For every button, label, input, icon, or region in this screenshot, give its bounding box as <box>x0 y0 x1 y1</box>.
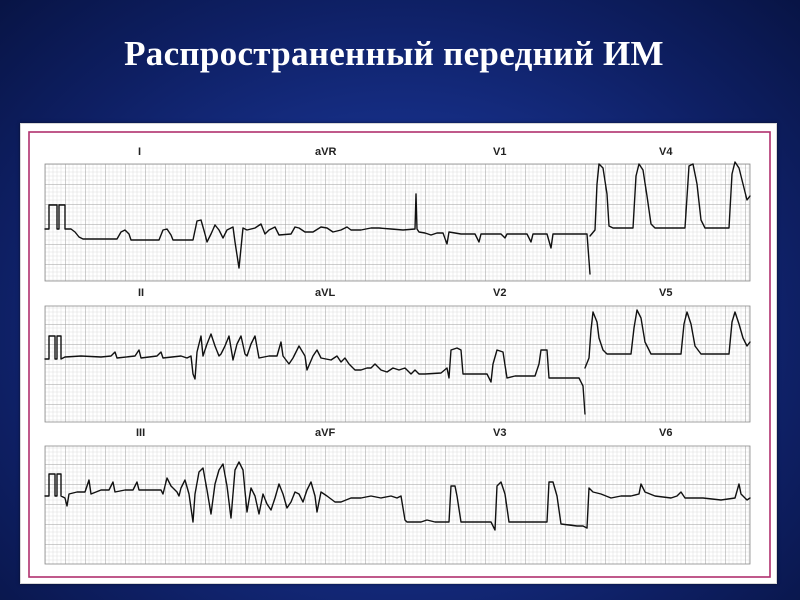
lead-label: V6 <box>659 427 673 439</box>
ecg-tracing <box>21 124 778 585</box>
lead-label: V1 <box>493 146 507 158</box>
lead-label: aVL <box>315 287 336 299</box>
lead-label: aVR <box>315 146 337 158</box>
lead-label: aVF <box>315 427 336 439</box>
ecg-grid-strip <box>45 446 750 564</box>
lead-label: I <box>138 146 142 158</box>
slide-title: Распространенный передний ИМ <box>124 34 664 73</box>
ecg-tracing-panel <box>20 123 777 584</box>
lead-label: V3 <box>493 427 507 439</box>
lead-label: III <box>136 427 146 439</box>
lead-label: V5 <box>659 287 673 299</box>
ecg-grid-strip <box>45 306 750 422</box>
lead-label: V2 <box>493 287 507 299</box>
lead-label: II <box>138 287 145 299</box>
lead-label: V4 <box>659 146 673 158</box>
